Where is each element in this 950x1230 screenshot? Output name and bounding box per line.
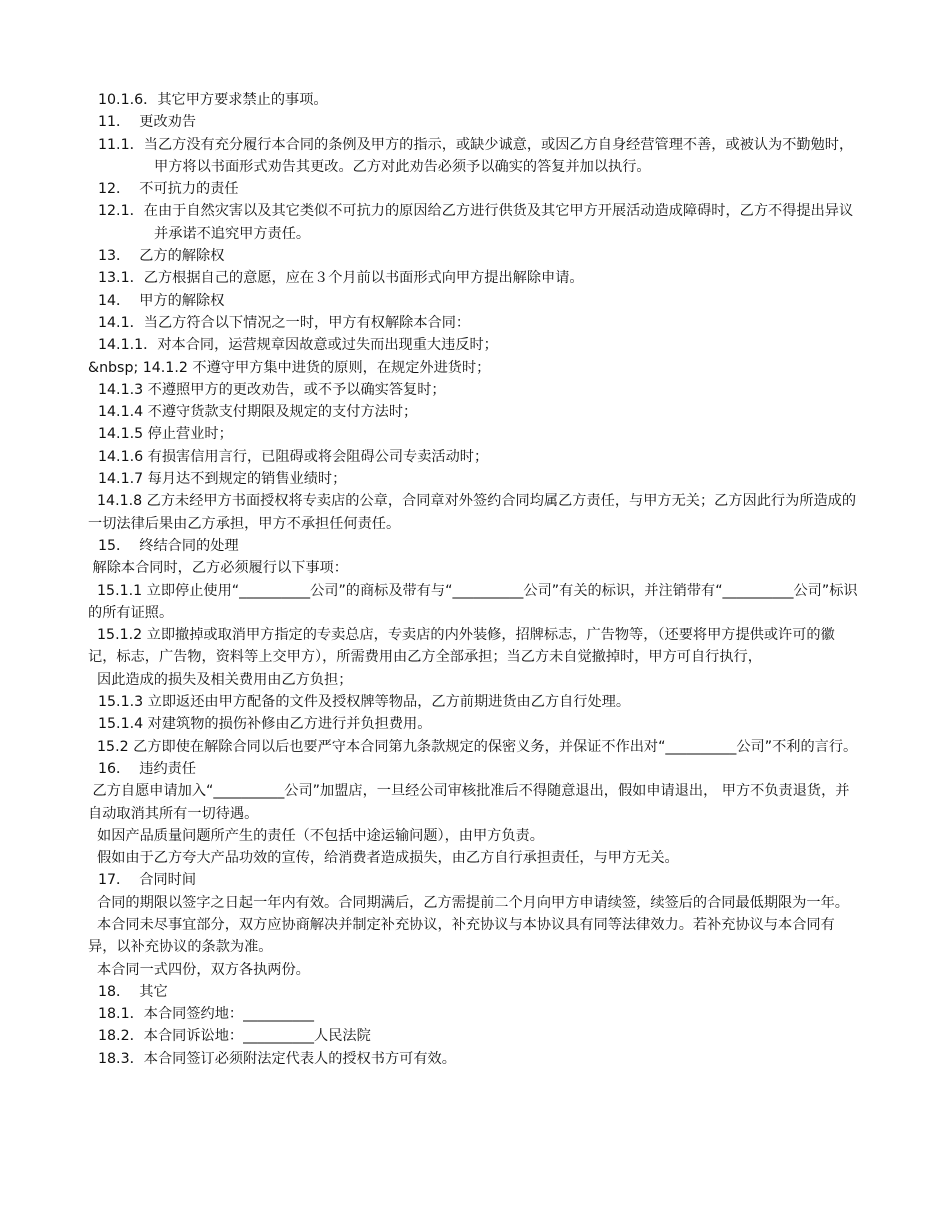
contract-paragraph: 14． 甲方的解除权 <box>98 292 225 309</box>
contract-paragraph: 14.1.5 停止营业时； <box>98 426 233 443</box>
contract-paragraph: 16． 违约责任 <box>98 760 197 777</box>
contract-paragraph: 18． 其它 <box>98 983 168 1000</box>
contract-paragraph: 如因产品质量问题所产生的责任（不包括中途运输问题），由甲方负责。 <box>88 827 544 844</box>
contract-paragraph: 15.1.1 立即停止使用“__________公司”的商标及带有与“__________公司”有关的标识，并注销带有“__________公司”标识的所有证照。 <box>88 582 858 621</box>
contract-paragraph: 本合同未尽事宜部分，双方应协商解决并制定补充协议，补充协议与本协议具有同等法律效力。若补充协议与本合同有异，以补充协议的条款为准。 <box>88 916 835 956</box>
contract-paragraph: 17． 合同时间 <box>98 872 197 889</box>
contract-paragraph: 解除本合同时，乙方必须履行以下事项： <box>88 560 348 577</box>
contract-paragraph: 14.1.4 不遵守货款支付期限及规定的支付方法时； <box>98 404 418 421</box>
contract-paragraph: 13． 乙方的解除权 <box>98 248 225 265</box>
contract-paragraph: 15.1.4 对建筑物的损伤补修由乙方进行并负担费用。 <box>98 716 432 733</box>
contract-paragraph: 假如由于乙方夸大产品功效的宣传，给消费者造成损失，由乙方自行承担责任，与甲方无关。 <box>88 850 679 867</box>
contract-paragraph: 14.1．当乙方符合以下情况之一时，甲方有权解除本合同： <box>98 314 471 331</box>
contract-paragraph: 14.1.3 不遵照甲方的更改劝告，或不予以确实答复时； <box>98 381 446 398</box>
contract-paragraph: 10.1.6．其它甲方要求禁止的事项。 <box>98 92 328 108</box>
contract-paragraph: 13.1．乙方根据自己的意愿，应在３个月前以书面形式向甲方提出解除申请。 <box>98 270 584 287</box>
contract-paragraph: 15.1.2 立即撤掉或取消甲方指定的专卖总店，专卖店的内外装修，招牌标志，广告物等，（还要将甲方提供或许可的徽记，标志，广告物，资料等上交甲方），所需费用由乙方全部承担；当乙方未自觉撤掉时，甲方可自行执行， <box>88 627 835 666</box>
contract-paragraph: 12． 不可抗力的责任 <box>98 181 239 198</box>
contract-paragraph: 18.2．本合同诉讼地：__________人民法院 <box>98 1028 371 1045</box>
contract-paragraph: &nbsp; 14.1.2 不遵守甲方集中进货的原则，在规定外进货时； <box>88 359 491 376</box>
contract-paragraph: 14.1.7 每月达不到规定的销售业绩时； <box>98 471 347 488</box>
contract-paragraph: 15． 终结合同的处理 <box>98 537 239 554</box>
contract-paragraph: 本合同一式四份，双方各执两份。 <box>88 961 310 978</box>
contract-paragraph: 14.1.8 乙方未经甲方书面授权将专卖店的公章，合同章对外签约合同均属乙方责任，与甲方无关；乙方因此行为所造成的一切法律后果由乙方承担，甲方不承担任何责任。 <box>88 493 857 532</box>
contract-paragraph: 14.1.6 有损害信用言行，已阻碍或将会阻碍公司专卖活动时； <box>98 448 489 465</box>
contract-paragraph: 11.1．当乙方没有充分履行本合同的条例及甲方的指示，或缺少诚意，或因乙方自身经营管理不善，或被认为不勤勉时，甲方将以书面形式劝告其更改。乙方对此劝告必须予以确实的答复并加以执行。 <box>98 136 854 175</box>
contract-paragraph: 12.1．在由于自然灾害以及其它类似不可抗力的原因给乙方进行供货及其它甲方开展活动造成障碍时，乙方不得提出异议并承诺不追究甲方责任。 <box>98 203 854 242</box>
contract-paragraph: 乙方自愿申请加入“__________公司”加盟店，一旦经公司审核批准后不得随意退出，假如申请退出， 甲方不负责退货，并自动取消其所有一切待遇。 <box>88 783 850 822</box>
contract-paragraph: 18.1．本合同签约地：__________ <box>98 1006 315 1023</box>
contract-paragraph: 15.2 乙方即使在解除合同以后也要严守本合同第九条款规定的保密义务，并保证不作出对“__________公司”不利的言行。 <box>88 738 858 755</box>
contract-paragraph: 因此造成的损失及相关费用由乙方负担； <box>88 671 353 688</box>
contract-paragraph: 18.3．本合同签订必须附法定代表人的授权书方可有效。 <box>98 1050 456 1067</box>
contract-paragraph: 11． 更改劝告 <box>98 114 197 131</box>
contract-paragraph: 14.1.1．对本合同，运营规章因故意或过失而出现重大违反时； <box>98 337 498 354</box>
contract-paragraph: 合同的期限以签字之日起一年内有效。合同期满后，乙方需提前二个月向甲方申请续签，续签后的合同最低期限为一年。 <box>88 894 849 911</box>
contract-paragraph: 15.1.3 立即返还由甲方配备的文件及授权牌等物品，乙方前期进货由乙方自行处理。 <box>98 694 631 711</box>
